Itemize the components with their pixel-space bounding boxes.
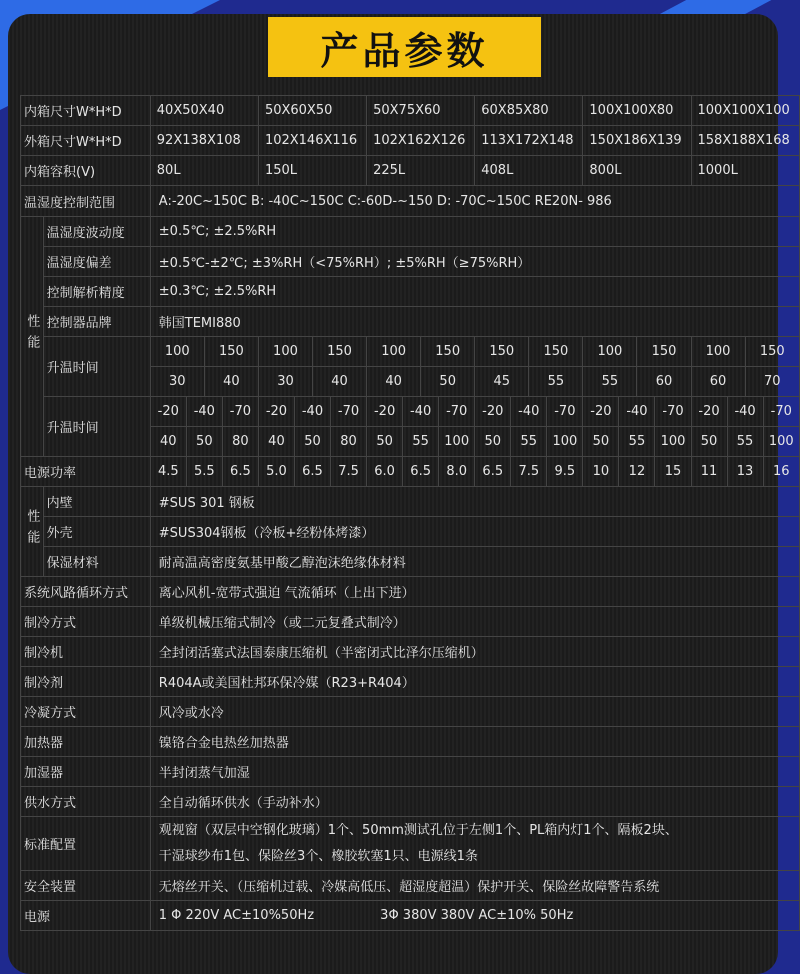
table-row [21, 607, 800, 637]
heat-value: 40 [204, 367, 258, 397]
cool-value: -70 [439, 397, 475, 427]
cool-value: 50 [475, 427, 511, 457]
heat-value: 30 [258, 367, 312, 397]
spec-value: 全封闭活塞式法国泰康压缩机（半密闭式比泽尔压缩机） [150, 637, 799, 667]
heat-value: 40 [312, 367, 366, 397]
performance-group-label [21, 217, 44, 457]
table-row [21, 457, 800, 487]
cool-value: 40 [258, 427, 294, 457]
spec-value: 单级机械压缩式制冷（或二元复叠式制冷） [150, 607, 799, 637]
row-label: 内箱尺寸W*H*D [21, 96, 151, 126]
row-label: 标准配置 [21, 817, 151, 871]
perf-value: 韩国TEMI880 [150, 307, 799, 337]
perf-value: ±0.3℃; ±2.5%RH [150, 277, 799, 307]
heat-value: 150 [421, 337, 475, 367]
material-group-label [21, 487, 44, 577]
size-value: 50X75X60 [367, 96, 475, 126]
row-label: 控制解析精度 [43, 277, 150, 307]
power-value: 4.5 [150, 457, 186, 487]
heat-value: 100 [367, 337, 421, 367]
power-value: 7.5 [511, 457, 547, 487]
table-row [21, 757, 800, 787]
heat-value: 55 [583, 367, 637, 397]
table-row [21, 126, 800, 156]
cool-value: -70 [655, 397, 691, 427]
table-row [21, 901, 800, 931]
row-label: 制冷方式 [21, 607, 151, 637]
row-label: 制冷剂 [21, 667, 151, 697]
material-value: #SUS304钢板（冷板+经粉体烤漆） [150, 517, 799, 547]
power-value: 7.5 [331, 457, 367, 487]
row-label: 加热器 [21, 727, 151, 757]
table-row [21, 156, 800, 186]
cool-value: -70 [763, 397, 799, 427]
size-value: 150L [258, 156, 366, 186]
cool-value: -40 [511, 397, 547, 427]
heat-value: 30 [150, 367, 204, 397]
cool-value: 50 [186, 427, 222, 457]
heat-value: 150 [529, 337, 583, 367]
material-value: 耐高温高密度氨基甲酸乙醇泡沫绝缘体材料 [150, 547, 799, 577]
table-row [21, 397, 800, 427]
power-value: 6.5 [294, 457, 330, 487]
cool-value: 80 [222, 427, 258, 457]
cool-value: -40 [619, 397, 655, 427]
row-label: 温湿度偏差 [43, 247, 150, 277]
row-label: 升温时间 [43, 337, 150, 397]
heat-value: 60 [637, 367, 691, 397]
perf-value: ±0.5℃; ±2.5%RH [150, 217, 799, 247]
table-row [21, 517, 800, 547]
power-value: 5.0 [258, 457, 294, 487]
size-value: 100X100X80 [583, 96, 691, 126]
cool-value: 40 [150, 427, 186, 457]
size-value: 102X162X126 [367, 126, 475, 156]
group-text: 性能 [24, 508, 40, 551]
safety-value: 无熔丝开关、（压缩机过载、冷媒高低压、超湿度超温）保护开关、保险丝故障警告系统 [150, 871, 799, 901]
table-row [21, 487, 800, 517]
heat-value: 70 [745, 367, 799, 397]
size-value: 1000L [691, 156, 799, 186]
perf-value: ±0.5℃-±2℃; ±3%RH（<75%RH）; ±5%RH（≥75%RH） [150, 247, 799, 277]
cool-value: 100 [439, 427, 475, 457]
power-value: 5.5 [186, 457, 222, 487]
power-value: 11 [691, 457, 727, 487]
cool-value: 100 [547, 427, 583, 457]
size-value: 80L [150, 156, 258, 186]
table-row [21, 697, 800, 727]
range-value: A:-20C~150C B: -40C~150C C:-60D-~150 D: -70C~150C RE20N- 986 [150, 186, 799, 217]
table-row [21, 337, 800, 367]
heat-value: 150 [637, 337, 691, 367]
table-row [21, 307, 800, 337]
cool-value: -20 [367, 397, 403, 427]
material-value: #SUS 301 钢板 [150, 487, 799, 517]
row-label: 内壁 [43, 487, 150, 517]
row-label: 制冷机 [21, 637, 151, 667]
spec-value: 半封闭蒸气加湿 [150, 757, 799, 787]
table-row [21, 637, 800, 667]
size-value: 800L [583, 156, 691, 186]
cool-value: 55 [511, 427, 547, 457]
heat-value: 100 [691, 337, 745, 367]
cool-value: 50 [583, 427, 619, 457]
power-value: 10 [583, 457, 619, 487]
size-value: 60X85X80 [475, 96, 583, 126]
heat-value: 100 [258, 337, 312, 367]
cool-value: -40 [727, 397, 763, 427]
row-label: 升温时间 [43, 397, 150, 457]
row-label: 安全装置 [21, 871, 151, 901]
cool-value: -40 [186, 397, 222, 427]
size-value: 40X50X40 [150, 96, 258, 126]
table-row [21, 817, 800, 871]
table-row [21, 247, 800, 277]
row-label: 系统风路循环方式 [21, 577, 151, 607]
table-row [21, 186, 800, 217]
size-value: 150X186X139 [583, 126, 691, 156]
row-label: 温湿度波动度 [43, 217, 150, 247]
cool-value: -70 [331, 397, 367, 427]
cool-value: -70 [222, 397, 258, 427]
row-label: 保湿材料 [43, 547, 150, 577]
power-value: 6.0 [367, 457, 403, 487]
size-value: 50X60X50 [258, 96, 366, 126]
power-value: 13 [727, 457, 763, 487]
table-row [21, 277, 800, 307]
row-label: 电源功率 [21, 457, 151, 487]
table-row [21, 871, 800, 901]
size-value: 113X172X148 [475, 126, 583, 156]
standard-line: 观视窗（双层中空钢化玻璃）1个、50mm测试孔位于左侧1个、PL箱内灯1个、隔板2块、 [158, 822, 678, 838]
row-label: 电源 [21, 901, 151, 931]
heat-value: 100 [150, 337, 204, 367]
table-row [21, 787, 800, 817]
size-value: 92X138X108 [150, 126, 258, 156]
cool-value: -40 [294, 397, 330, 427]
heat-value: 150 [204, 337, 258, 367]
heat-value: 150 [745, 337, 799, 367]
power-value: 6.5 [222, 457, 258, 487]
heat-value: 150 [475, 337, 529, 367]
size-value: 158X188X168 [691, 126, 799, 156]
table-row [21, 217, 800, 247]
cool-value: -20 [150, 397, 186, 427]
cool-value: -20 [475, 397, 511, 427]
table-row [21, 667, 800, 697]
power-value: 8.0 [439, 457, 475, 487]
row-label: 外壳 [43, 517, 150, 547]
cool-value: 100 [763, 427, 799, 457]
cool-value: -20 [691, 397, 727, 427]
standard-line: 干湿球纱布1包、保险丝3个、橡胶软塞1只、电源线1条 [158, 848, 478, 864]
heat-value: 100 [583, 337, 637, 367]
size-value: 225L [367, 156, 475, 186]
table-row [21, 577, 800, 607]
spec-value: 镍铬合金电热丝加热器 [150, 727, 799, 757]
heat-value: 45 [475, 367, 529, 397]
cool-value: 50 [691, 427, 727, 457]
cool-value: 55 [619, 427, 655, 457]
row-label: 内箱容积(V) [21, 156, 151, 186]
row-label: 外箱尺寸W*H*D [21, 126, 151, 156]
heat-value: 40 [367, 367, 421, 397]
power-value: 9.5 [547, 457, 583, 487]
heat-value: 55 [529, 367, 583, 397]
spec-value: 离心风机-宽带式强迫 气流循环（上出下进） [150, 577, 799, 607]
page-title: 产品参数 [268, 17, 541, 77]
cool-value: 80 [331, 427, 367, 457]
cool-value: 50 [367, 427, 403, 457]
power-value: 15 [655, 457, 691, 487]
table-row [21, 727, 800, 757]
row-label: 控制器品牌 [43, 307, 150, 337]
spec-value: 风冷或水冷 [150, 697, 799, 727]
row-label: 供水方式 [21, 787, 151, 817]
power-value: 6.5 [475, 457, 511, 487]
cool-value: 55 [403, 427, 439, 457]
table-row [21, 96, 800, 126]
cool-value: -20 [583, 397, 619, 427]
cool-value: 100 [655, 427, 691, 457]
size-value: 408L [475, 156, 583, 186]
row-label: 加湿器 [21, 757, 151, 787]
power-value: 6.5 [403, 457, 439, 487]
cool-value: -20 [258, 397, 294, 427]
heat-value: 50 [421, 367, 475, 397]
group-text: 性能 [24, 313, 40, 356]
spec-value: 全自动循环供水（手动补水） [150, 787, 799, 817]
cool-value: -70 [547, 397, 583, 427]
cool-value: 50 [294, 427, 330, 457]
cool-value: -40 [403, 397, 439, 427]
table-row [21, 547, 800, 577]
power-value: 16 [763, 457, 799, 487]
size-value: 100X100X100 [691, 96, 799, 126]
size-value: 102X146X116 [258, 126, 366, 156]
spec-table [20, 95, 800, 931]
standard-value [150, 817, 799, 871]
cool-value: 55 [727, 427, 763, 457]
heat-value: 60 [691, 367, 745, 397]
power-value: 12 [619, 457, 655, 487]
row-label: 温湿度控制范围 [21, 186, 151, 217]
power-supply-value: 1 Φ 220V AC±10%50Hz 3Φ 380V 380V AC±10% 50Hz [150, 901, 799, 931]
row-label: 冷凝方式 [21, 697, 151, 727]
heat-value: 150 [312, 337, 366, 367]
spec-value: R404A或美国杜邦环保冷媒（R23+R404） [150, 667, 799, 697]
